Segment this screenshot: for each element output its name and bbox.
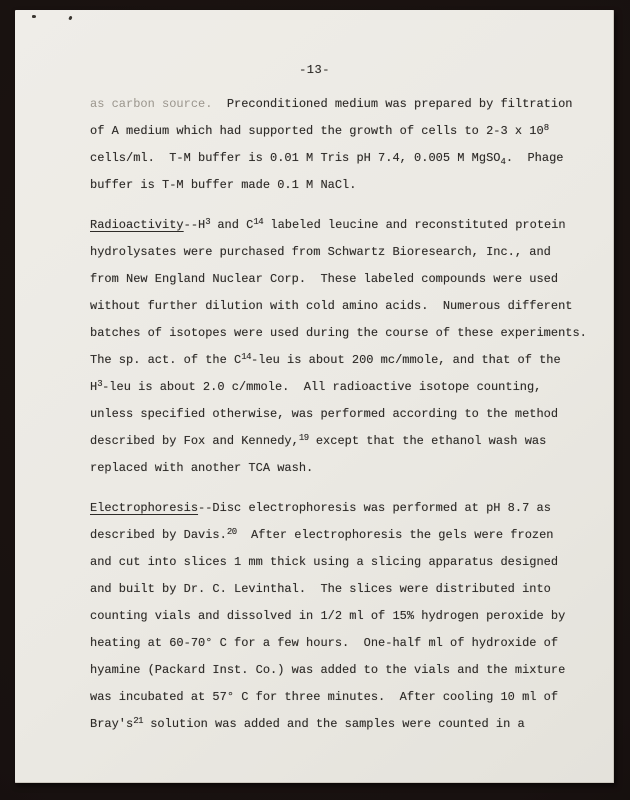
- text-line: and built by Dr. C. Levinthal. The slices were distributed into: [90, 582, 551, 596]
- document-page: [15, 10, 614, 783]
- paragraph-radioactivity: [90, 212, 590, 482]
- text-line: Radioactivity-$-H^3$ and $C^{14}$ labeled leucine and reconstituted protein: [90, 217, 566, 232]
- document-text: [90, 91, 590, 738]
- text-line: batches of isotopes were used during the course of these experiments.: [90, 326, 587, 340]
- text-line: was incubated at 57° C for three minutes. After cooling 10 ml of: [90, 690, 559, 704]
- text-line: and cut into slices 1 mm thick using a slicing apparatus designed: [90, 555, 559, 569]
- text-line: heating at 60-70° C for a few hours. One-half ml of hydroxide of: [90, 636, 559, 650]
- ink-speck: [68, 16, 72, 21]
- text-line: counting vials and dissolved in 1/2 ml of 15% hydrogen peroxide by: [90, 609, 566, 623]
- text-line: $Bray's^{21}$ solution was added and the samples were counted in a: [90, 716, 525, 731]
- page-number: -13-: [299, 63, 330, 77]
- text-line: The sp. act. of the $C^{14}$-leu is about 200 mc/mmole, and that of the: [90, 352, 561, 367]
- text-line: cells/ml. T-M buffer is 0.01 M Tris pH 7.4, 0.005 M MgSO$_4$. Phage: [90, 151, 564, 167]
- text-line: replaced with another TCA wash.: [90, 461, 314, 475]
- paragraph-electrophoresis: [90, 495, 590, 738]
- text-line: from New England Nuclear Corp. These labeled compounds were used: [90, 272, 559, 286]
- text-line: described by Davis.$^{20}$ After electrophoresis the gels were frozen: [90, 527, 554, 542]
- text-line: unless specified otherwise, was performed according to the method: [90, 407, 559, 421]
- text-line: hyamine (Packard Inst. Co.) was added to the vials and the mixture: [90, 663, 566, 677]
- text-line: hydrolysates were purchased from Schwartz Bioresearch, Inc., and: [90, 245, 551, 259]
- text-line: $H^3$-leu is about 2.0 c/mmole. All radioactive isotope counting,: [90, 379, 542, 394]
- paragraph-growth-medium: [90, 91, 590, 199]
- text-line: Electrophoresis--Disc electrophoresis was performed at pH 8.7 as: [90, 501, 551, 515]
- ink-speck: [32, 15, 36, 18]
- text-line: of A medium which had supported the growth of cells to 2-3 x $10^8$: [90, 123, 549, 138]
- text-line: without further dilution with cold amino acids. Numerous different: [90, 299, 573, 313]
- text-line: as carbon source. Preconditioned medium was prepared by filtration: [90, 97, 573, 111]
- text-line: buffer is T-M buffer made 0.1 M NaCl.: [90, 178, 357, 192]
- text-line: described by Fox and Kennedy,$^{19}$ except that the ethanol wash was: [90, 433, 547, 448]
